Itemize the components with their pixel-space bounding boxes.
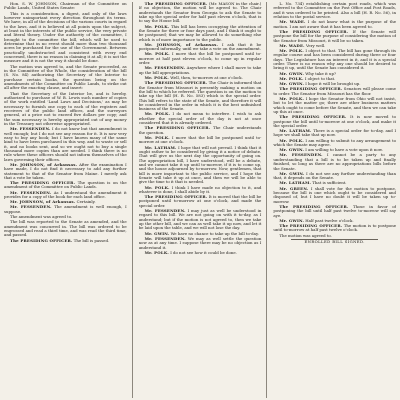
paragraph-text: I hope it will be brought up. [305, 81, 361, 87]
speaker-name: Mr. JOHNSON, of Arkansas. [10, 199, 76, 205]
speaker-name: Mr. FESSENDEN. [10, 126, 51, 132]
paragraph-text: The motion was agreed to. [279, 232, 332, 238]
paragraph [4, 191, 127, 200]
speaker-name: Mr. POLK. [144, 23, 170, 29]
speaker-name: Mr. WADE. [279, 19, 306, 25]
paragraph [139, 112, 262, 125]
paragraph [4, 181, 127, 190]
paragraph [4, 12, 127, 64]
paragraph-text: I do not mean to interfere. I wish to ask whether the special order of the day is not at once considered that it is already ordered. [138, 111, 262, 126]
paragraph-text: We have no chance to take up the bill to-day. [170, 230, 259, 236]
paragraph [4, 205, 127, 214]
paragraph [139, 136, 262, 145]
speaker-name: Mr. POLK. [279, 48, 304, 53]
paragraph [4, 239, 127, 243]
speaker-name: Mr. GWIN. [144, 230, 170, 236]
speaker-name: The PRESIDING OFFICER. [144, 80, 208, 86]
speaker-name: Mr. JOHNSON, of Arkansas. [10, 161, 78, 167]
paragraph [4, 163, 127, 180]
paragraph [273, 234, 396, 238]
paragraph [139, 25, 262, 42]
speaker-name: The PRESIDING OFFICER. [10, 180, 76, 186]
paragraph [139, 52, 262, 65]
paragraph-text: I ask that it be postponed informally, until we take a vote on the amendment. [138, 41, 262, 52]
paragraph-text: The amendment is well enough, I suppose. [4, 204, 127, 214]
paragraph-text: Well, then, to-morrow at one o'clock. [170, 74, 243, 80]
speaker-name: Mr. POLK. [144, 111, 171, 117]
paragraph [273, 20, 396, 29]
paragraph-text: Those in favor of postponing the bill until half past twelve to-morrow will say aye. [273, 203, 397, 218]
paragraph [273, 87, 396, 96]
paragraph-text: I am willing to have a vote upon it now. [305, 147, 383, 153]
speaker-name: Mr. WADE. [279, 42, 305, 48]
paragraph [273, 115, 396, 128]
paragraph [139, 237, 262, 250]
speaker-name: The PRESIDING OFFICER. [279, 222, 343, 228]
paragraph-text: As I understand the amendment it provides for a copy of the book for each land office. [4, 189, 127, 200]
speaker-name: Mr. FESSENDEN. [279, 152, 323, 158]
paragraph-text: Senators will please come to order. The Senator from Missouri has the floor. [273, 86, 396, 96]
paragraph [273, 224, 396, 233]
paragraph-text: The Chair understands the question. [138, 125, 262, 135]
paragraph [139, 2, 262, 24]
paragraph-text: I think I have made no objection to it, and whatever is done, I shall abide by it. [138, 184, 262, 194]
column-left [4, 2, 133, 398]
paragraph-text: I move that the bill be postponed until to-morrow at half past eleven o'clock, to come up in regular order. [138, 51, 262, 66]
speaker-name: Mr. POLK. [144, 74, 169, 80]
paragraph [139, 186, 262, 195]
paragraph [139, 195, 262, 208]
paragraph-text: It is now moved to postpone the bill until to-morrow at one o'clock, and make it the special order. [273, 114, 397, 128]
paragraph [139, 146, 262, 185]
speaker-name: The PRESIDING OFFICER. [279, 86, 343, 92]
paragraph-text: I may just as well be understood in regard to this bill. We are not going on with it to-day, as I understand; but if the motion is not agreed to, then we take up the other bill, and we can as well take it up now, and let it be laid upon the table, and we will not lose the day. [138, 208, 262, 231]
speaker-name: Mr. LATHAM. [279, 128, 312, 134]
speaker-name: Mr. POLK. [144, 134, 170, 140]
paragraph-text: I do not know but that amendment is well enough; but I do not see any reason for it. It is now very easy to buy any book; but I have known many of the same kind to have been purchased in this way, and to waste or sell it, and no books sent, and so we ought not to buy a single thousand more copies than are needed. I think there is no rule where these officers should not inform themselves of the laws governing their offices. [4, 126, 127, 162]
paragraph-text: Why take it up? [305, 70, 337, 76]
paragraph [4, 92, 127, 127]
paragraph [273, 97, 396, 114]
speaker-name: Mr. GWIN. [279, 217, 305, 223]
speaker-name: Mr. POLK. [279, 137, 304, 143]
paragraph-text: Half past twelve o'clock. [305, 217, 354, 223]
paragraph-text: That is sufficient. [312, 180, 347, 186]
paragraph [4, 2, 127, 11]
paragraph-text: I hope the Senator from Ohio will not insist, but to let the matter go; there are other business matters which ought to come before the Senate, and then we can take up this at once. [273, 95, 397, 114]
speaker-name: Mr. GREEN. [279, 185, 309, 191]
paragraph [273, 2, 396, 19]
speaker-name: Mr. POLK. [279, 95, 305, 101]
paragraph-text: The bill was reported to the Senate as amended, and the amendment was concurred in. The bill was ordered to be engrossed and read a third time, and was read the third time, and passed. [4, 219, 127, 238]
speaker-name: Mr. FESSENDEN. [10, 189, 52, 195]
speaker-name: The PRESIDING OFFICER. [279, 114, 347, 120]
speaker-name: The PRESIDING OFFICER. [10, 237, 73, 243]
paragraph [273, 205, 396, 218]
paragraph-text: Certainly. [76, 199, 96, 205]
paragraph-text: The amendment was agreed to. [10, 214, 73, 220]
speaker-name: Mr. FESSENDEN. [144, 208, 186, 214]
paragraph-text: If the Senate will postpone the bill for the purpose of considering the motion of the Senator from Missouri, it will be so taken. [273, 28, 397, 43]
paragraph-text: That the Secretary of the Interior be, and is hereby, authorized to purchase of W. B. Lewis such number of copies of the work entitled 'Land Laws and Decisions,' as may be necessary to furnish one copy to each of the registers and receivers of the public land offices, and the surveyors general, at a price not to exceed five dollars per copy; and the sum necessary is hereby appropriated out of any money in the Treasury not otherwise appropriated. [4, 90, 127, 126]
speaker-name: Mr. GWIN. [279, 81, 305, 87]
paragraph [273, 172, 396, 181]
paragraph-text: Anywhere where I shall move to take up the bill appropriations. [138, 65, 262, 75]
paragraph-text: After the examination I have made, I do not find it necessary to add any further statement to that of the Senator from Maine. I merely ask that a vote be taken. [4, 161, 127, 180]
paragraph-text: There is a special order for to-day, and I hope we shall take that up now. [273, 128, 397, 138]
paragraph [4, 127, 127, 162]
section-heading: ENROLLED BILL SIGNED. [304, 239, 365, 245]
speaker-name: Mr. LATHAM. [279, 180, 312, 186]
speaker-name: Mr. POLK. [144, 184, 170, 190]
paragraph-text: The motion was agreed to, and the Senate proceeded, as in the Committee of the Whole, the consideration of the bill (S. No. 84) authorizing the Secretary of the Interior to purchase certain books, the question being on the amendments of the Committee on Public Lands, to strike out all after the enacting clause, and insert: [4, 63, 127, 91]
paragraph-text: The bill is passed. [73, 237, 110, 243]
speaker-name: Mr. GWIN. [279, 170, 305, 176]
paragraph-text: Very well. [305, 42, 326, 48]
paragraph-text: Hon. S. W. JOHNSON, Chairman of the Committee on Public Lands, United States Senate: [4, 2, 127, 11]
paragraph-text: I do not know what is the purpose of the motion. I am not aware that it has been agreed to. [273, 19, 397, 29]
speaker-name: Mr. GWIN. [279, 147, 305, 153]
speaker-name: Mr. JOHNSON, of Arkansas. [144, 41, 219, 47]
paragraph-text: This bill has been occupying the attention of the Senate for three or four days past, and I think it ought to be postponed; that we may be allowed to do something else which is of more importance to the public. [138, 23, 262, 42]
column-right [273, 2, 396, 398]
paragraph-text: I object to that. The bill has gone through its regular course and has been considered during three or four days. The Legislature has an interest in it, and it is a special order. There is no reason why any one should be desired to bring it up, until the Senate has considered it. [273, 48, 397, 71]
paragraph-text: I move that the bill be postponed until to-morrow at one o'clock. [138, 134, 262, 145]
speaker-name: The PRESIDING OFFICER. [144, 194, 208, 200]
paragraph [4, 65, 127, 91]
paragraph-text: (Mr. MASON in the chair.) If no objection, the motion will be agreed to. The Chair understands the Senator from Georgia to ask the Senate to take up the special order for half past eleven o'clock, that is to say the House bill. [138, 2, 262, 24]
paragraph-text: It is moved that the bill be postponed until to-morrow at one o'clock, and made the special order. [138, 194, 262, 208]
paragraph [139, 126, 262, 135]
paragraph [273, 129, 396, 138]
newspaper-page [4, 2, 396, 398]
speaker-name: Mr. FESSENDEN. [144, 235, 186, 241]
paragraph [4, 220, 127, 237]
speaker-name: The PRESIDING OFFICER. [144, 125, 211, 131]
speaker-name: The PRESIDING OFFICER. [279, 28, 349, 34]
paragraph [273, 187, 396, 204]
column-middle [139, 2, 268, 398]
speaker-name: Mr. GWIN. [279, 70, 305, 76]
speaker-name: The PRESIDING OFFICER. [279, 203, 349, 209]
paragraph [139, 43, 262, 52]
paragraph [273, 153, 396, 170]
paragraph-text: I do not see how it could be done. [170, 249, 237, 255]
paragraph-text: I cannot be a party to any understanding that a bill is to be taken up and finally finished, so long as there are no appropriations bills before the Senate. [273, 152, 397, 171]
paragraph-text: I shall vote for the motion to postpone, because the bill is one which ought to be considered and disposed of, but I have no doubt it will be taken up to-morrow. [273, 185, 397, 204]
paragraph [273, 49, 396, 71]
paragraph [139, 251, 262, 255]
paragraph [139, 81, 262, 111]
paragraph-text: L. No. 734) establishing certain post roads, which was referred to the Committee on the Post Office and Post Roads, and it was ordered to be printed. Also a bill (H. R. No. 56), in relation to the postal service. [273, 2, 397, 20]
paragraph [139, 66, 262, 75]
paragraph-text: I am willing to submit to any arrangement to which the Senate may agree. [273, 137, 397, 147]
speaker-name: Mr. POLK. [144, 51, 170, 57]
speaker-name: Mr. FESSENDEN. [10, 204, 52, 210]
paragraph-text: The Chair is informed that the Senator from Missouri is presently making a motion on the bill to which he referred. The question is on the motion to take up the bill (H. R. No. 583) which is the special order. This bill refers to the state of the Senate, and therefore it will be considered in the order in which it is the best unfinished business of the Senate. [138, 80, 262, 112]
speaker-name: The PRESIDING OFFICER. [144, 2, 208, 6]
paragraph-text: I hope that will not prevail. I think that it ought rather to be considered by giving it a notice of debate. That will give us the next day the opportunity of going on. The appropriation bill, I have understood, will be a debate, and we cannot take it up until to-morrow, if it is to come up, and the house adjourned by to-morrow. Now, gentlemen, that bill is more important to the public service, and I hope the Senate will take it up at once, and then we will be able to give the time to it that is needed. [138, 144, 262, 185]
speaker-name: Mr. POLK. [279, 75, 304, 81]
paragraph [273, 30, 396, 43]
paragraph-text: We may as well settle the question now as at any time. I suppose there may be no objection as I understand it. [138, 235, 262, 250]
paragraph [273, 139, 396, 148]
paragraph-text: The motion is to postpone until to-morrow at half past twelve o'clock. [273, 222, 397, 233]
paragraph-text: I object to that. [304, 75, 336, 81]
paragraph [139, 209, 262, 231]
paragraph-text: I do not see any further understanding than that, it depends on the Senate. [273, 170, 397, 181]
speaker-name: Mr. FESSENDEN. [144, 65, 186, 71]
paragraph-text: This is a consideration, a digest, and only of the laws however unimportant every direction throughout its terms. We have, in all of the decisions of the various courts in regard to the laws, and it is believed at all points upon the subject, at least in the interests of the public service, the very private and literal theory. Under the authority of the committee, I brought to the committee the bill, which will be used to determine that in no event should more than two thousand acres be purchased for the use of the Government. Between practically unobstructed and consistent with every end concerned, there is no reason in claiming it at all; it is not the measure and it is not the way it should be done. [4, 10, 127, 64]
paragraph-text: The question is on the amendment of the Committee on Public Lands. [4, 180, 127, 190]
speaker-name: Mr. POLK. [144, 249, 169, 255]
speaker-name: Mr. LATHAM. [144, 144, 177, 150]
